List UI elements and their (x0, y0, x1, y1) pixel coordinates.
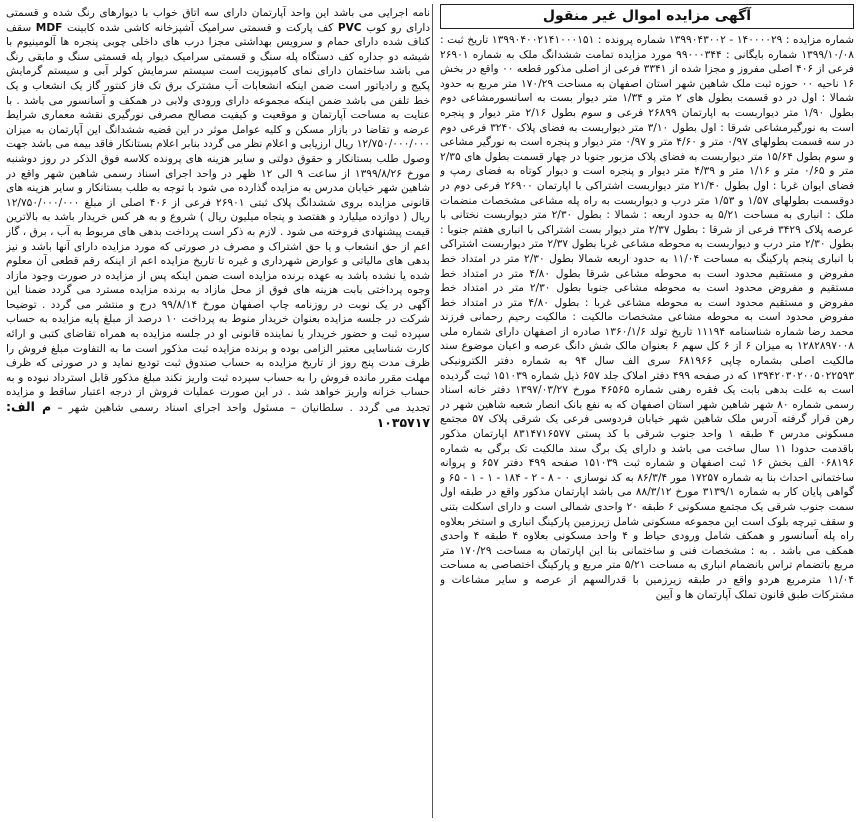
left-text-rest: سقف کناف شده دارای حمام و سرویس بهداشتی مجزا درب های داخلی چوبی پنجره ها آلومینیوم با شیشه دو جداره کف دستگاه پله سنگ و قسمتی سرامیک دیوار پله قسمتی سنگ و مابقی رنگ می باشد ساختمان دارای نمای کامپوزیت است سیستم سرمایش کولر آبی و سیستم گرمایش پکیج و رادیاتور است ضمن اینکه انشعابات آب مشترک برق تک فاز کنتور گاز یک انشعاب و یک خط تلفن می باشد ضمن اینکه مجموعه دارای ورودی ولابی در همکف و آسانسور می باشد . با عنایت به مساحت آپارتمان و موقعیت و کیفیت مصالح مصرفی نورگیری نقشه معماری شرایط عرضه و تقاضا در بازار مسکن و کلیه عوامل موثر در این قضیه ششدانگ این آپارتمان به میزان ۱۲/۷۵۰/۰۰۰/۰۰۰ ریال ارزیابی و اعلام نظر می گردد بنابر اعلام بستانکار فاقد بیمه می باشد جهت وصول طلب بستانکار و حقوق دولتی و سایر هزینه های پرونده کلاسه فوق الذکر در روز دوشنبه مورخ ۱۳۹۹/۸/۲۶ از ساعت ۹ الی ۱۲ ظهر در واحد اجرای اسناد رسمی شاهین شهر واقع در شاهین شهر خیابان مدرس به مزایده گذارده می شود با توجه به طلب بستانکار و سایر هزینه های قانونی مزایده بروی ششدانگ پلاک ثبتی ۲۶۹۰۱ فرعی از ۴۰۶ اصلی از مبلغ ۱۲/۷۵۰/۰۰۰/۰۰۰ ریال ( دوازده میلیارد و هفتصد و پنجاه میلیون ریال ) شروع و به هر کس خریدار باشد به بالاترین قیمت پیشنهادی فروخته می شود . لازم به ذکر است پرداخت بدهی های مربوط به آب ، برق ، گاز اعم از حق انشعاب و یا حق اشتراک و مصرف در صورتی که مورد مزایده دارای آنها باشد و نیز بدهی های مالیاتی و عوارض شهرداری و غیره تا تاریخ مزایده اعم از اینکه رقم قطعی آن معلوم شده یا نشده باشد به عهده برنده مزایده است ضمن اینکه پس از مزایده در صورت وجود مازاد وجوه پرداختی بابت هزینه های فوق از محل مازاد به برنده مزایده مسترد می گردد ضمنا این آگهی در یک نوبت در روزنامه چاپ اصفهان مورخ ۹۹/۸/۱۴ درج و منتشر می گردد . توضیحا شرکت در جلسه مزایده بعنوان خریدار منوط به پرداخت ۱۰ درصد از مبلغ پایه مزایده به حساب سپرده ثبت و حضور خریدار یا نماینده قانونی او در جلسه مزایده به همراه تقاضای کتبی و ارائه کارت شناسایی معتبر الزامی بوده و برنده مزایده ثبت مذکور است ما به التفاوت مبلغ فروش را ظرف مدت پنج روز از تاریخ مزایده به حساب صندوق ثبت تودیع نماید و در صورتی که ظرف مهلت مقرر مانده فروش را به حساب سپرده ثبت واریز نکند مبلغ مذکور قابل استرداد نبوده و به حساب خزانه واریز خواهد شد . در این صورت عملیات فروش از درجه اعتبار ساقط و مزایده تجدید می گردد . (6, 21, 430, 415)
notice-title: آگهی مزایده اموال غیر منقول (440, 4, 854, 29)
notice-right-column (440, 0, 854, 822)
left-text-intro: نامه اجرایی می باشد این واحد آپارتمان دارای سه اتاق خواب با دیوارهای رنگ شده و قسمتی دارای رو کوب (6, 7, 430, 34)
column-divider (432, 4, 433, 818)
mdf-term: MDF (35, 21, 63, 34)
notice-left-column (6, 0, 430, 822)
signature-line: سلطانیان – مسئول واحد اجرای اسناد رسمی شاهین شهر – (57, 402, 344, 415)
left-text-mid: کف پارکت و قسمتی سرامیک آشپزخانه کاشی شده کابینت (66, 21, 334, 34)
ad-code: م الف: ۱۰۳۵۷۱۷ (6, 399, 430, 430)
notice-body-right: شماره مزایده : ۱۴۰۰۰۰۲۹ - ۱۳۹۹۰۴۳۰۰۲ شماره پرونده : ۱۳۹۹۰۴۰۰۲۱۴۱۰۰۰۱۵۱ تاریخ ثبت : ۱۳۹۹/۱۰/۰۸ شماره بایگانی : ۹۹۰۰۰۳۴۴ مورد مزایده تمامت ششدانگ ملک به شماره ۲۶۹۰۱ فرعی از ۴۰۶ اصلی مفروز و مجزا شده از ۳۳۴۱ فرعی از اصلی مذکور قطعه ۰۰ واقع در بخش ۱۶ ناحیه ۰۰ حوزه ثبت ملک شاهین شهر استان اصفهان به مساحت ۱۷۰/۲۹ متر مربع به حدود شمالا : اول در دو قسمت بطول های ۲ متر و ۱/۳۴ متر دیوار بست به اسانسورمشاعی دوم بطول ۱/۹۰ متر دیواربست به اپارتمان ۲۶۸۹۹ فرعی و سوم بطول ۲/۱۶ متر دیوار و پنجره است به نورگیرمشاعی شرقا : اول بطول ۳/۱۰ متر دیواربست به فضای پلاک ۳۲۴۰ فرعی دوم در سه قسمت بطولهای ۰/۹۷ متر و ۴/۶۰ متر و ۰/۹۷ متر دیوار و پنجره است به نورگیر مشاعی و سوم بطول ۱۵/۶۴ متر دیواربست به فضای پلاک مزبور جنوبا در چهار قسمت بطول های ۲/۳۵ متر و ۰/۶۵ متر و ۱/۱۶ متر و ۴/۳۹ متر دیوار و پنجره است و دیوار کوتاه به فضای رمپ و فضای ایوان غربا : اول بطول ۲۱/۴۰ متر دیواربست اشتراکی با اپارتمان ۲۶۹۰۰ فرعی دوم در دوقسمت بطولهای ۱/۵۷ و ۱/۵۳ متر درب و دیواربست به راه پله مشاعی مشخصات منضمات ملک : انباری به مساحت ۵/۲۱ به حدود اربعه : شمالا : بطول ۲/۳۰ متر دیواربست نختانی با عرصه پلاک ۳۴۲۹ فرعی از شرقا : بطول ۲/۳۷ متر دیوار بست اشتراکی با انباری هفتم جنوبا : بطول ۲/۳۰ متر درب و دیواربست به محوطه مشاعی غربا بطول ۲/۳۷ متر دیواربست اشتراکی با انباری پنجم پارکینگ به مساحت ۱۱/۰۴ به حدود اربعه شمالا بطول ۲/۳۰ متر در امتداد خط مفروض و مستقیم محدود است به محوطه مشاعی شرقا بطول ۴/۸۰ متر در امتداد خط مستقیم و مفروض محدود است به محوطه مشاعی جنوبا بطول ۲/۳۰ متر در امتداد خط مفروض و مستقیم محدود است به محوطه مشاعی غربا : بطول ۴/۸۰ متر در امتداد خط مفروض محدود است به محوطه مشاعی مشخصات مالکیت : مالکیت رحیم رحمانی فرزند محمد رضا شماره شناسنامه ۱۱۱۹۴ تاریخ تولد ۱۳۶۰/۱/۶ صادره از اصفهان دارای شماره ملی ۱۲۸۲۸۹۷۰۰۸ به میزان ۶ از ۶ کل سهم ۶ بعنوان مالک شش دانگ عرصه و اعیان موضوع سند مالکیت اصلی بشماره چاپی ۶۸۱۹۶۶ سری الف سال ۹۴ به شماره دفتر الکترونیکی ۱۳۹۴۲۰۳۰۲۰۰۵۰۲۲۵۹۳ که در صفحه ۴۹۹ دفتر املاک جلد ۶۵۷ ذیل شماره ۱۵۱۰۳۹ ثبت گردیده است به علت بدهی بابت یک فقره رهنی شماره ۴۶۵۶۵ مورخ ۱۳۹۷/۰۳/۲۷ دفتر خانه اسناد رسمی شماره ۸۰ شهر شاهین شهر استان اصفهان که به نفع بانک انصار شعبه شاهین شهر در رهن قرار گرفته آدرس ملک شاهین شهر خیابان فردوسی فرعی یک شرقی پلاک ۵۷ مجتمع مسکونی مدرس ۴ طبقه ۱ واحد جنوب شرقی با کد پستی ۸۳۱۴۷۱۶۵۷۷ اپارتمان مذکور باقدمت حدودا ۱۱ سال ساخت می باشد و دارای یک برگ سند مالکیت تک برگی به شماره ۰۶۸۱۹۶ الف بخش ۱۶ ثبت اصفهان و شماره ثبت ۱۵۱۰۳۹ صفحه ۴۹۹ دفتر ۶۵۷ و پروانه ساختمانی احداث بنا به شماره ۱۷۲۵۷ مور ۸۶/۳/۴ به کد نوسازی ۰ - ۸ - ۲ - ۱۸۴ - ۱ - ۱ - ۶۵ و گواهی پایان کار به شماره ۳۱۳۹/۱ مورخ ۸۸/۳/۱۲ می باشد اپارتمان مذکور واقع در طبقه اول سمت جنوب شرقی یک مجتمع مسکونی ۶ طبقه ۲۰ واحدی شمالی است و دارای اسکلت بتنی و سقف تیرچه بلوک است این مجموعه مسکونی شامل زیرزمین پارکینگ انباری و استخر بعلاوه راه پله آسانسور و همکف شامل ورودی حیاط و ۴ واحد مسکونی بعلاوه ۴ طبقه ۴ واحدی همکف می باشد . به : مشخصات فنی و ساختمانی بنا این اپارتمان به مساحت ۱۷۰/۲۹ متر مربع باتضمام تراس بانضمام انباری به مساحت ۵/۲۱ متر مربع و پارکینگ اختصاصی به مساحت ۱۱/۰۴ مترمربع هردو واقع در طبقه زیرزمین با قدرالسهم از عرصه و سایر مشاعات و مشترکات طبق قانون تملک آپارتمان ها و آیین (440, 34, 854, 601)
notice-body-left (6, 6, 430, 431)
pvc-term: PVC (337, 21, 362, 34)
